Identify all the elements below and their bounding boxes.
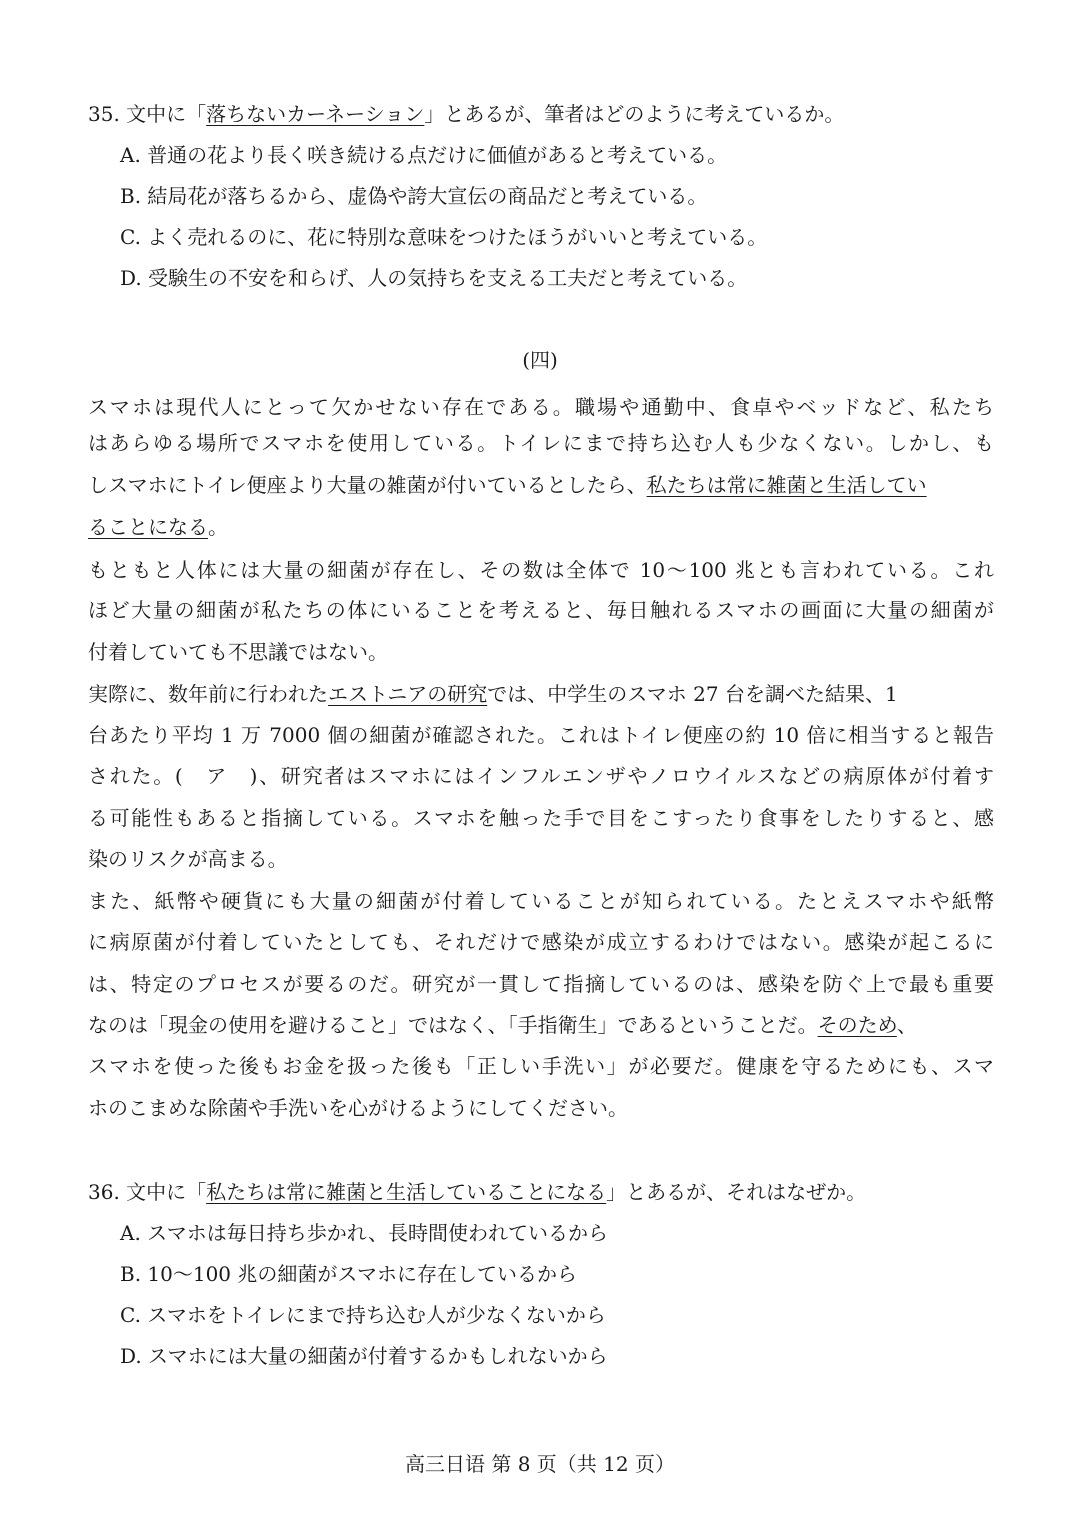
question-36-stem: 36. 文中に「私たちは常に雑菌と生活していることになる」とあるが、それはなぜか。 [88,1180,867,1204]
passage-p4-line3: は、特定のプロセスが要るのだ。研究が一貫して指摘しているのは、感染を防ぐ上で最も重要 [88,972,994,996]
question-36-option-a: A. スマホは毎日持ち歩かれ、長時間使われているから [120,1221,608,1245]
question-35-option-d: D. 受験生の不安を和らげ、人の気持ちを支える工夫だと考えている。 [120,266,748,290]
underlined-phrase-estonia: エストニアの研究 [328,682,488,706]
passage-p4-line2: に病原菌が付着していたとしても、それだけで感染が成立するわけではない。感染が起こるに [88,930,994,954]
passage-p1-line3: しスマホにトイレ便座より大量の雑菌が付いているとしたら、私たちは常に雑菌と生活してい [88,473,927,497]
underlined-phrase-sonotame: そのため [817,1013,897,1037]
question-35-option-a: A. 普通の花より長く咲き続ける点だけに価値があると考えている。 [120,143,728,167]
passage-p1-line1: スマホは現代人にとって欠かせない存在である。職場や通勤中、食卓やベッドなど、私たち [88,395,994,419]
question-36-quote: 私たちは常に雑菌と生活していることになる [206,1180,607,1204]
passage-p3-line5: 染のリスクが高まる。 [88,847,288,871]
passage-p2-line1: もともと人体には大量の細菌が存在し、その数は全体で 10～100 兆とも言われている。これ [88,558,994,582]
passage-p4-line6: ホのこまめな除菌や手洗いを心がけるようにしてください。 [88,1096,628,1120]
underlined-phrase-1: 私たちは常に雑菌と生活してい [646,473,927,497]
passage-p4-line5: スマホを使った後もお金を扱った後も「正しい手洗い」が必要だ。健康を守るためにも、スマ [88,1054,994,1078]
underlined-phrase-1-end: ることになる [88,515,208,539]
passage-p2-line2: ほど大量の細菌が私たちの体にいることを考えると、毎日触れるスマホの画面に大量の細菌が [88,598,994,622]
question-35-stem: 35. 文中に「落ちないカーネーション」とあるが、筆者はどのように考えているか。 [88,102,845,126]
question-36-option-c: C. スマホをトイレにまで持ち込む人が少なくないから [120,1303,606,1327]
passage-p4-line4: なのは「現金の使用を避けること」ではなく、「手指衛生」であるということだ。そのため、 [88,1013,917,1037]
passage-p3-line3: された。( ア )、研究者はスマホにはインフルエンザやノロウイルスなどの病原体が付着す [88,764,994,788]
passage-p2-line3: 付着していても不思議ではない。 [88,640,388,664]
question-35-option-b: B. 結局花が落ちるから、虚偽や誇大宣伝の商品だと考えている。 [120,184,708,208]
passage-p3-line2: 台あたり平均 1 万 7000 個の細菌が確認された。これはトイレ便座の約 10 倍に相当すると報告 [88,723,994,747]
question-36-option-b: B. 10～100 兆の細菌がスマホに存在しているから [120,1262,577,1286]
page-footer: 高三日语 第 8 页（共 12 页） [405,1452,675,1476]
passage-p4-line1: また、紙幣や硬貨にも大量の細菌が付着していることが知られている。たとえスマホや紙幣 [88,889,994,913]
passage-p1-line2: はあらゆる場所でスマホを使用している。トイレにまで持ち込む人も少なくない。しかし、も [88,431,994,455]
question-35-quote: 落ちないカーネーション [206,102,425,126]
question-35-option-c: C. よく売れるのに、花に特別な意味をつけたほうがいいと考えている。 [120,225,768,249]
question-36-option-d: D. スマホには大量の細菌が付着するかもしれないから [120,1344,608,1368]
section-heading: (四) [522,348,558,372]
passage-p1-line4: ることになる。 [88,515,228,539]
passage-p3-line4: る可能性もあると指摘している。スマホを触った手で目をこすったり食事をしたりすると、感 [88,806,994,830]
passage-p3-line1: 実際に、数年前に行われたエストニアの研究では、中学生のスマホ 27 台を調べた結果、1 [88,682,898,706]
